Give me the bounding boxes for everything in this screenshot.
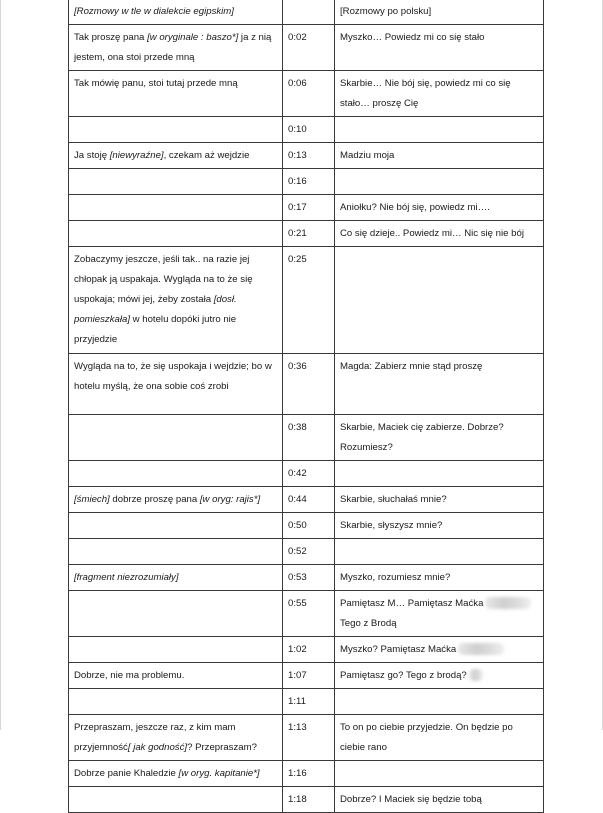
dialogue-text: Ja stoję: [74, 150, 110, 161]
timestamp-cell: 1:13: [283, 715, 335, 761]
polish-dialogue-cell: [335, 761, 544, 787]
dialogue-text: Madziu moja: [340, 150, 395, 161]
original-dialogue-cell: [69, 487, 283, 513]
table-row: [69, 487, 544, 513]
timestamp-cell: [283, 0, 335, 25]
annotation-text: [fragment niezrozumiały]: [74, 572, 179, 583]
dialogue-text: Skarbie… Nie bój się, powiedz mi co się stało… proszę Cię: [340, 78, 511, 109]
timestamp-cell: 0:13: [283, 143, 335, 169]
dialogue-text: Myszko, rozumiesz mnie?: [340, 572, 451, 583]
polish-dialogue-cell: [335, 247, 544, 354]
timestamp-cell: 0:36: [283, 354, 335, 415]
original-dialogue-cell: [69, 761, 283, 787]
dialogue-text: w hotelu dopóki jutro nie przyjedzie: [74, 314, 237, 345]
original-dialogue-cell: [69, 637, 283, 663]
annotation-text: [w oryg: rajis*]: [199, 494, 261, 505]
table-row: [69, 715, 544, 761]
polish-dialogue-cell: [335, 195, 544, 221]
polish-dialogue-cell: [335, 461, 544, 487]
table-row: [69, 247, 544, 354]
polish-dialogue-cell: [335, 487, 544, 513]
polish-dialogue-cell: [335, 221, 544, 247]
dialogue-text: Skarbie, Maciek cię zabierze. Dobrze? Rozumiesz?: [340, 422, 504, 453]
dialogue-text: Pamiętasz M… Pamiętasz Maćka: [340, 598, 484, 609]
original-dialogue-cell: [69, 787, 283, 813]
original-dialogue-cell: [69, 539, 283, 565]
timestamp-cell: 1:07: [283, 663, 335, 689]
dialogue-text: Skarbie, słuchałaś mnie?: [340, 494, 447, 505]
original-dialogue-cell: [69, 71, 283, 117]
table-row: [69, 143, 544, 169]
polish-dialogue-cell: [335, 513, 544, 539]
table-row: [69, 761, 544, 787]
annotation-text: [dosł. pomieszkała]: [74, 294, 237, 325]
original-dialogue-cell: [69, 591, 283, 637]
polish-dialogue-cell: [335, 663, 544, 689]
table-row: [69, 565, 544, 591]
polish-dialogue-cell: [335, 591, 544, 637]
original-dialogue-cell: [69, 247, 283, 354]
annotation-text: [w oryginale : baszo*]: [147, 32, 239, 43]
timestamp-cell: 0:21: [283, 221, 335, 247]
transcript-table: [68, 0, 544, 813]
table-row: [69, 117, 544, 143]
dialogue-text: [Rozmowy po polsku]: [340, 6, 432, 17]
dialogue-text: Tak proszę pana: [74, 32, 148, 43]
original-dialogue-cell: [69, 117, 283, 143]
dialogue-text: Dobrze? I Maciek się będzie tobą: [340, 794, 482, 805]
timestamp-cell: 0:10: [283, 117, 335, 143]
dialogue-text: ja z nią jestem, ona stoi przede mną: [74, 32, 272, 63]
polish-dialogue-cell: [335, 565, 544, 591]
dialogue-text: Myszko? Pamiętasz Maćka: [340, 644, 457, 655]
original-dialogue-cell: [69, 195, 283, 221]
annotation-text: [niewyraźne]: [109, 150, 164, 161]
timestamp-cell: 1:11: [283, 689, 335, 715]
timestamp-cell: 1:16: [283, 761, 335, 787]
dialogue-text: Skarbie, słyszysz mnie?: [340, 520, 443, 531]
dialogue-text: Magda: Zabierz mnie stąd proszę: [340, 361, 483, 372]
polish-dialogue-cell: [335, 143, 544, 169]
original-dialogue-cell: [69, 513, 283, 539]
dialogue-text: Tak mówię panu, stoi tutaj przede mną: [74, 78, 238, 89]
timestamp-cell: 0:06: [283, 71, 335, 117]
original-dialogue-cell: [69, 663, 283, 689]
polish-dialogue-cell: [335, 715, 544, 761]
dialogue-text: dobrze proszę pana: [109, 494, 200, 505]
dialogue-text: Przepraszam, jeszcze raz, z kim mam przyjemność: [74, 722, 236, 753]
dialogue-text: Myszko… Powiedz mi co się stało: [340, 32, 485, 43]
timestamp-cell: 1:02: [283, 637, 335, 663]
polish-dialogue-cell: [335, 689, 544, 715]
table-row: [69, 689, 544, 715]
table-row: [69, 354, 544, 415]
table-row: [69, 25, 544, 71]
polish-dialogue-cell: [335, 415, 544, 461]
original-dialogue-cell: [69, 0, 283, 25]
table-row: [69, 637, 544, 663]
timestamp-cell: 0:44: [283, 487, 335, 513]
polish-dialogue-cell: [335, 0, 544, 25]
original-dialogue-cell: [69, 354, 283, 415]
table-row: [69, 461, 544, 487]
dialogue-text: Aniołku? Nie bój się, powiedz mi….: [340, 202, 490, 213]
dialogue-text: Wygląda na to, że się uspokaja i wejdzie; bo w hotelu myślą, że ona sobie coś zrobi: [74, 361, 272, 392]
polish-dialogue-cell: [335, 787, 544, 813]
timestamp-cell: 1:18: [283, 787, 335, 813]
original-dialogue-cell: [69, 715, 283, 761]
annotation-text: [śmiech]: [74, 494, 110, 505]
timestamp-cell: 0:25: [283, 247, 335, 354]
timestamp-cell: 0:55: [283, 591, 335, 637]
original-dialogue-cell: [69, 25, 283, 71]
dialogue-text: Zobaczymy jeszcze, jeśli tak.. na razie jej chłopak ją uspakaja. Wygląda na to że się uspokaja; mówi jej, żeby została: [74, 254, 253, 305]
redacted-name-blur: [458, 643, 504, 655]
annotation-text: [ jak godność]: [127, 742, 188, 753]
original-dialogue-cell: [69, 169, 283, 195]
timestamp-cell: 0:42: [283, 461, 335, 487]
timestamp-cell: 0:16: [283, 169, 335, 195]
original-dialogue-cell: [69, 461, 283, 487]
dialogue-text: To on po ciebie przyjedzie. On będzie po ciebie rano: [340, 722, 513, 753]
original-dialogue-cell: [69, 143, 283, 169]
table-row: [69, 787, 544, 813]
original-dialogue-cell: [69, 415, 283, 461]
annotation-text: [w oryg. kapitanie*]: [178, 768, 260, 779]
timestamp-cell: 0:17: [283, 195, 335, 221]
dialogue-text: Tego z Brodą: [340, 618, 397, 629]
table-row: [69, 221, 544, 247]
original-dialogue-cell: [69, 565, 283, 591]
dialogue-text: ? Przepraszam?: [187, 742, 257, 753]
table-row: [69, 71, 544, 117]
polish-dialogue-cell: [335, 169, 544, 195]
table-row: [69, 169, 544, 195]
original-dialogue-cell: [69, 689, 283, 715]
polish-dialogue-cell: [335, 637, 544, 663]
table-row: [69, 663, 544, 689]
polish-dialogue-cell: [335, 71, 544, 117]
table-row: [69, 539, 544, 565]
redacted-name-blur: [485, 597, 531, 609]
dialogue-text: Pamiętasz go? Tego z brodą?: [340, 670, 467, 681]
dialogue-text: Dobrze, nie ma problemu.: [74, 670, 185, 681]
timestamp-cell: 0:02: [283, 25, 335, 71]
original-dialogue-cell: [69, 221, 283, 247]
table-row: [69, 513, 544, 539]
table-row: [69, 0, 544, 25]
dialogue-text: , czekam aż wejdzie: [163, 150, 250, 161]
table-row: [69, 591, 544, 637]
table-row: [69, 195, 544, 221]
polish-dialogue-cell: [335, 25, 544, 71]
table-row: [69, 415, 544, 461]
timestamp-cell: 0:53: [283, 565, 335, 591]
polish-dialogue-cell: [335, 539, 544, 565]
timestamp-cell: 0:38: [283, 415, 335, 461]
polish-dialogue-cell: [335, 117, 544, 143]
dialogue-text: Dobrze panie Khaledzie: [74, 768, 179, 779]
dialogue-text: Co się dzieje.. Powiedz mi… Nic się nie bój: [340, 228, 524, 239]
timestamp-cell: 0:52: [283, 539, 335, 565]
polish-dialogue-cell: [335, 354, 544, 415]
timestamp-cell: 0:50: [283, 513, 335, 539]
redacted-name-blur: [469, 669, 483, 681]
annotation-text: [Rozmowy w tle w dialekcie egipskim]: [74, 6, 234, 17]
